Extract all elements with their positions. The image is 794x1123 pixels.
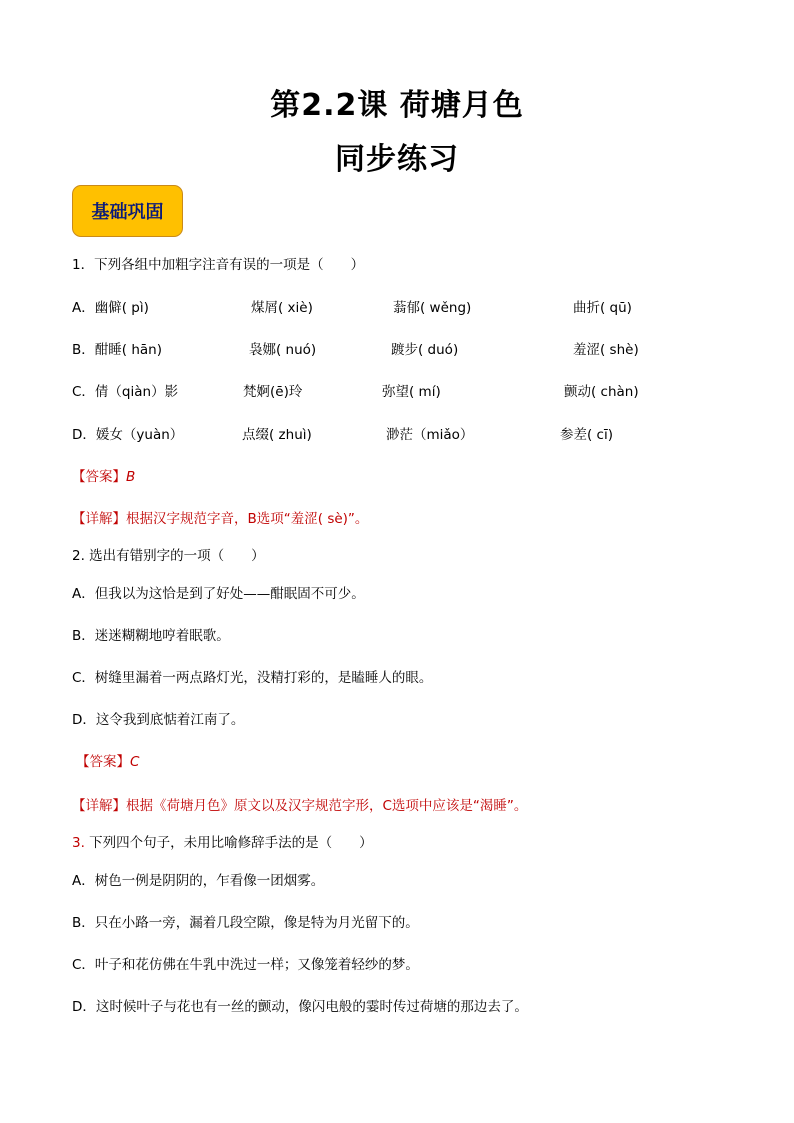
q1-answer <box>72 467 135 487</box>
section-badge-label: 基础巩固 <box>91 202 164 223</box>
answer-value: B <box>126 469 136 485</box>
detail-label: 【详解】 <box>72 511 126 527</box>
page-subtitle: 同步练习 <box>335 142 459 177</box>
q1-option-b3: 踱步( duó) <box>391 342 459 358</box>
q1-option-a4: 曲折( qū) <box>573 300 632 316</box>
q3-option-c: C．叶子和花仿佛在牛乳中洗过一样；又像笼着轻纱的梦。 <box>72 957 419 973</box>
q1-option-b4: 羞涩( shè) <box>573 342 639 358</box>
q3-number: 3. <box>72 835 85 851</box>
q1-option-c2: 梵婀(ē)玲 <box>243 384 303 400</box>
q1-stem: 1．下列各组中加粗字注音有误的一项是（ ） <box>72 257 365 273</box>
q1-detail <box>72 509 368 529</box>
q2-option-c: C．树缝里漏着一两点路灯光，没精打彩的，是瞌睡人的眼。 <box>72 670 433 686</box>
q1-option-d4: 参差( cī) <box>560 427 613 443</box>
q1-option-a3: 蓊郁( wěng) <box>393 300 472 316</box>
q2-stem: 2. 选出有错别字的一项（ ） <box>72 548 265 564</box>
q2-answer <box>76 752 139 772</box>
q1-option-a2: 煤屑( xiè) <box>251 300 313 316</box>
q1-option-b2: 袅娜( nuó) <box>249 342 317 358</box>
q1-option-d3: 渺茫（miǎo） <box>386 427 474 443</box>
q2-option-b: B．迷迷糊糊地哼着眠歌。 <box>72 628 230 644</box>
q1-option-d1: D．媛女（yuàn） <box>72 427 184 443</box>
q1-option-a1: A．幽僻( pì) <box>72 300 149 316</box>
q3-stem-text: 下列四个句子，未用比喻修辞手法的是（ ） <box>84 835 373 851</box>
q1-option-b1: B．酣睡( hān) <box>72 342 162 358</box>
detail-label: 【详解】 <box>72 798 126 814</box>
section-badge <box>72 185 183 237</box>
q3-option-d: D．这时候叶子与花也有一丝的颤动，像闪电般的霎时传过荷塘的那边去了。 <box>72 999 528 1015</box>
detail-text: 根据《荷塘月色》原文以及汉字规范字形，C选项中应该是“渴睡”。 <box>126 798 528 814</box>
answer-value: C <box>130 754 140 770</box>
q3-option-b: B．只在小路一旁，漏着几段空隙，像是特为月光留下的。 <box>72 915 419 931</box>
q2-option-d: D．这令我到底惦着江南了。 <box>72 712 245 728</box>
q1-option-c3: 弥望( mí) <box>382 384 441 400</box>
q3-option-a: A．树色一例是阴阴的，乍看像一团烟雾。 <box>72 873 325 889</box>
detail-text: 根据汉字规范字音，B选项“羞涩( sè)”。 <box>126 511 369 527</box>
q2-option-a: A．但我以为这恰是到了好处——酣眠固不可少。 <box>72 586 365 602</box>
q1-option-c4: 颤动( chàn) <box>564 384 639 400</box>
answer-label: 【答案】 <box>72 469 126 485</box>
q2-detail <box>72 796 527 816</box>
q3-stem <box>72 833 373 853</box>
q1-option-d2: 点缀( zhuì) <box>242 427 312 443</box>
answer-label: 【答案】 <box>76 754 130 770</box>
page-title: 第2.2课 荷塘月色 <box>270 88 524 123</box>
q1-option-c1: C．倩（qiàn）影 <box>72 384 179 400</box>
